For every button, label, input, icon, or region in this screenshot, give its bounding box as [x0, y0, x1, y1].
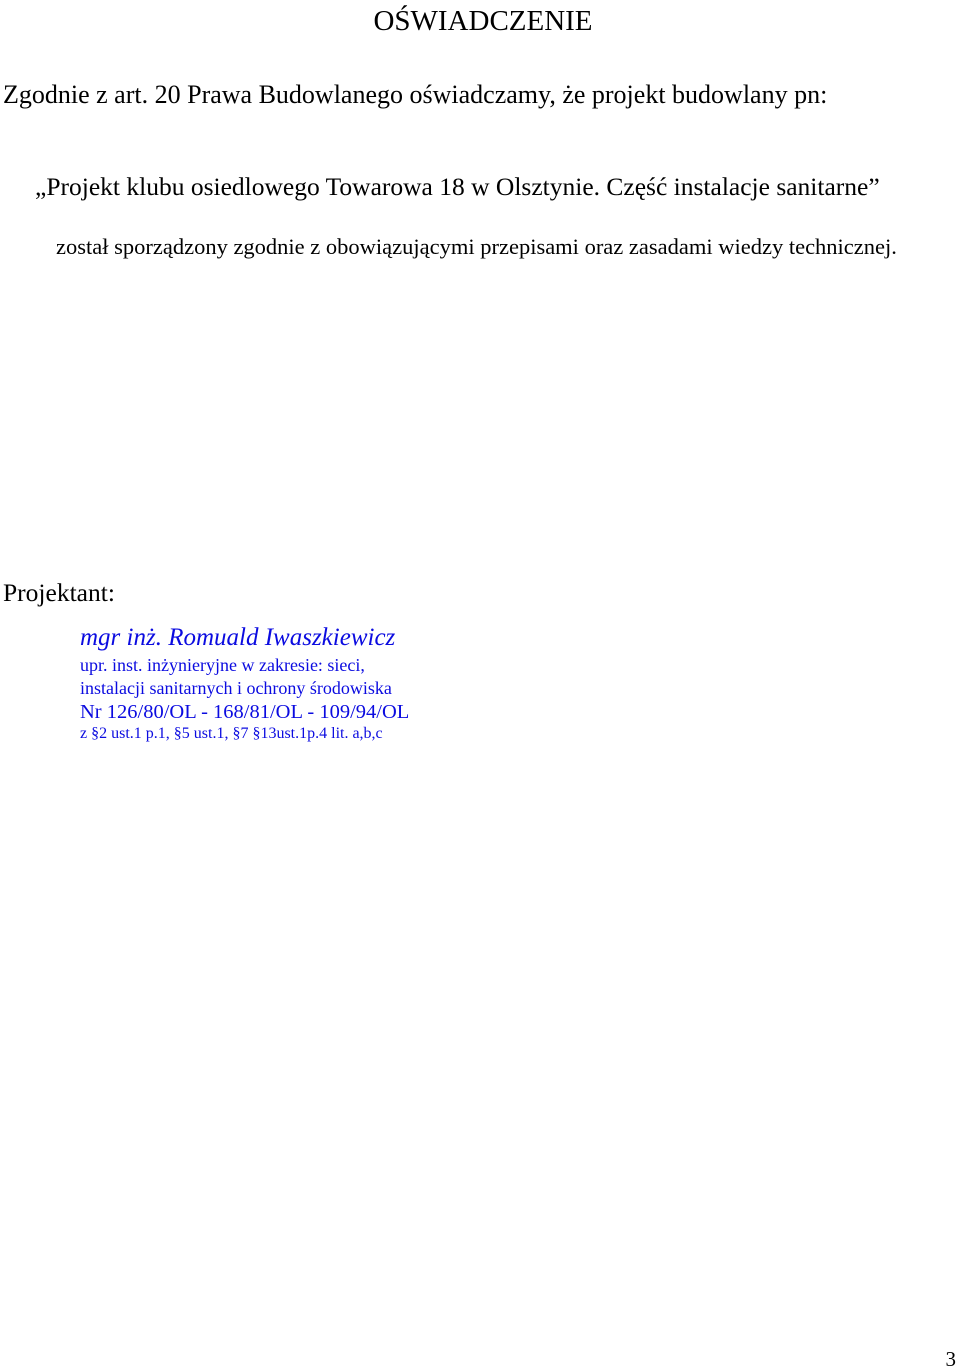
stamp-legal-basis: z §2 ust.1 p.1, §5 ust.1, §7 §13ust.1p.4 lit. a,b,c [80, 725, 383, 742]
statement-paragraph: został sporządzony zgodnie z obowiązującymi przepisami oraz zasadami wiedzy technicznej. [56, 234, 897, 259]
stamp-qualification-line: instalacji sanitarnych i ochrony środowiska [80, 678, 392, 698]
intro-paragraph: Zgodnie z art. 20 Prawa Budowlanego oświadczamy, że projekt budowlany pn: [3, 80, 828, 109]
designer-label: Projektant: [3, 578, 115, 607]
stamp-designer-name: mgr inż. Romuald Iwaszkiewicz [80, 624, 396, 651]
page-number: 3 [945, 1347, 956, 1371]
page-title: OŚWIADCZENIE [373, 5, 593, 37]
stamp-qualification-line: upr. inst. inżynieryjne w zakresie: sieci, [80, 655, 365, 675]
stamp-license-numbers: Nr 126/80/OL - 168/81/OL - 109/94/OL [80, 701, 410, 723]
project-name: „Projekt klubu osiedlowego Towarowa 18 w Olsztynie. Część instalacje sanitarne” [35, 172, 880, 201]
